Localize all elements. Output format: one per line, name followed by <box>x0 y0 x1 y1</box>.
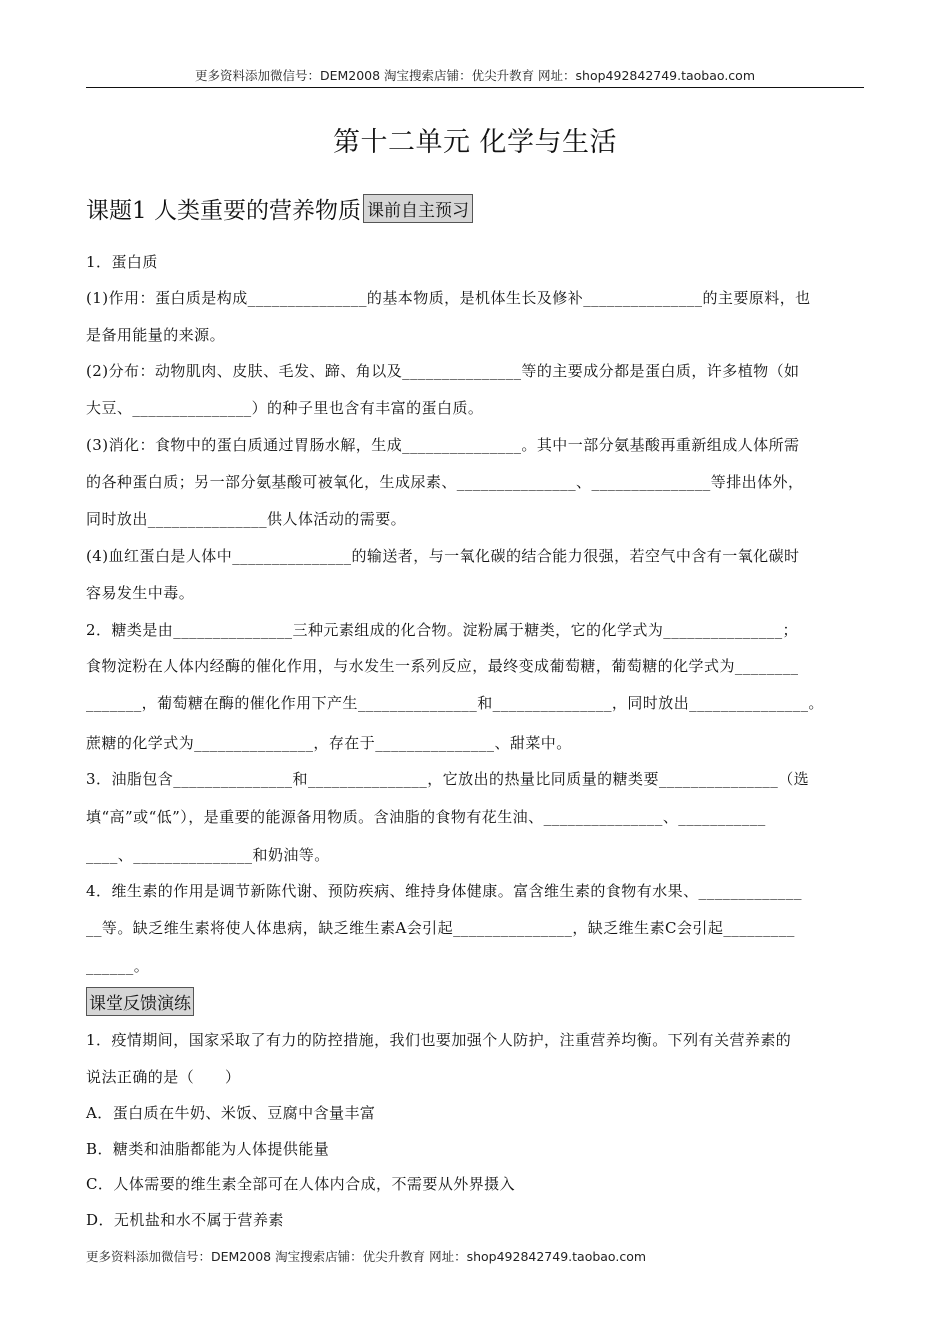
text-line: 填“高”或“低”），是重要的能源备用物质。含油脂的食物有花生油、_______________、___________ <box>86 808 766 826</box>
text-line: 容易发生中毒。 <box>86 584 195 602</box>
option-b: B．糖类和油脂都能为人体提供能量 <box>86 1140 330 1158</box>
text-line: _______，葡萄糖在酶的催化作用下产生_______________和_______________，同时放出_______________。 <box>86 694 824 712</box>
text-line: (1)作用：蛋白质是构成_______________的基本物质，是机体生长及修补_______________的主要原料，也 <box>86 289 811 307</box>
text-line: (2)分布：动物肌肉、皮肤、毛发、蹄、角以及_______________等的主要成分都是蛋白质，许多植物（如 <box>86 362 800 380</box>
header-divider <box>86 87 864 88</box>
page-footer: 更多资料添加微信号：DEM2008 淘宝搜索店铺：优尖升教育 网址：shop492842749.taobao.com <box>86 1249 647 1264</box>
text-line: (4)血红蛋白是人体中_______________的输送者，与一氧化碳的结合能力很强，若空气中含有一氧化碳时 <box>86 547 800 565</box>
lesson-heading <box>86 192 473 225</box>
text-line: 蔗糖的化学式为_______________，存在于_______________、甜菜中。 <box>86 734 572 752</box>
option-d: D．无机盐和水不属于营养素 <box>86 1211 284 1229</box>
text-line: __等。缺乏维生素将使人体患病，缺乏维生素A会引起_______________，缺乏维生素C会引起_________ <box>86 919 795 937</box>
practice-section-tag: 课堂反馈演练 <box>86 987 194 1016</box>
text-line: 2．糖类是由_______________三种元素组成的化合物。淀粉属于糖类，它的化学式为_______________； <box>86 621 798 639</box>
text-line: 4．维生素的作用是调节新陈代谢、预防疾病、维持身体健康。富含维生素的食物有水果、_____________ <box>86 882 802 900</box>
text-line: 同时放出_______________供人体活动的需要。 <box>86 510 407 528</box>
lesson-title: 课题1 人类重要的营养物质 <box>86 198 361 224</box>
text-line: 大豆、_______________）的种子里也含有丰富的蛋白质。 <box>86 399 484 417</box>
text-line: 是备用能量的来源。 <box>86 326 226 344</box>
text-line: (3)消化：食物中的蛋白质通过胃肠水解，生成_______________。其中一部分氨基酸再重新组成人体所需 <box>86 436 800 454</box>
option-c: C．人体需要的维生素全部可在人体内合成，不需要从外界摄入 <box>86 1175 516 1193</box>
text-line: ______。 <box>86 957 150 975</box>
unit-title: 第十二单元 化学与生活 <box>332 127 618 158</box>
option-a: A．蛋白质在牛奶、米饭、豆腐中含量丰富 <box>86 1104 376 1122</box>
text-line: ____、_______________和奶油等。 <box>86 846 330 864</box>
text-line: 1．蛋白质 <box>86 253 158 271</box>
text-line: 3．油脂包含_______________和_______________，它放出的热量比同质量的糖类要_______________（选 <box>86 770 810 788</box>
question-stem: 说法正确的是（ ） <box>86 1068 241 1086</box>
question-stem: 1．疫情期间，国家采取了有力的防控措施，我们也要加强个人防护，注重营养均衡。下列有关营养素的 <box>86 1031 792 1049</box>
page-header: 更多资料添加微信号：DEM2008 淘宝搜索店铺：优尖升教育 网址：shop492842749.taobao.com <box>194 68 756 83</box>
text-line: 食物淀粉在人体内经酶的催化作用，与水发生一系列反应，最终变成葡萄糖，葡萄糖的化学式为________ <box>86 657 799 675</box>
preview-tag: 课前自主预习 <box>363 194 473 223</box>
text-line: 的各种蛋白质；另一部分氨基酸可被氧化，生成尿素、_______________、_______________等排出体外， <box>86 473 804 491</box>
